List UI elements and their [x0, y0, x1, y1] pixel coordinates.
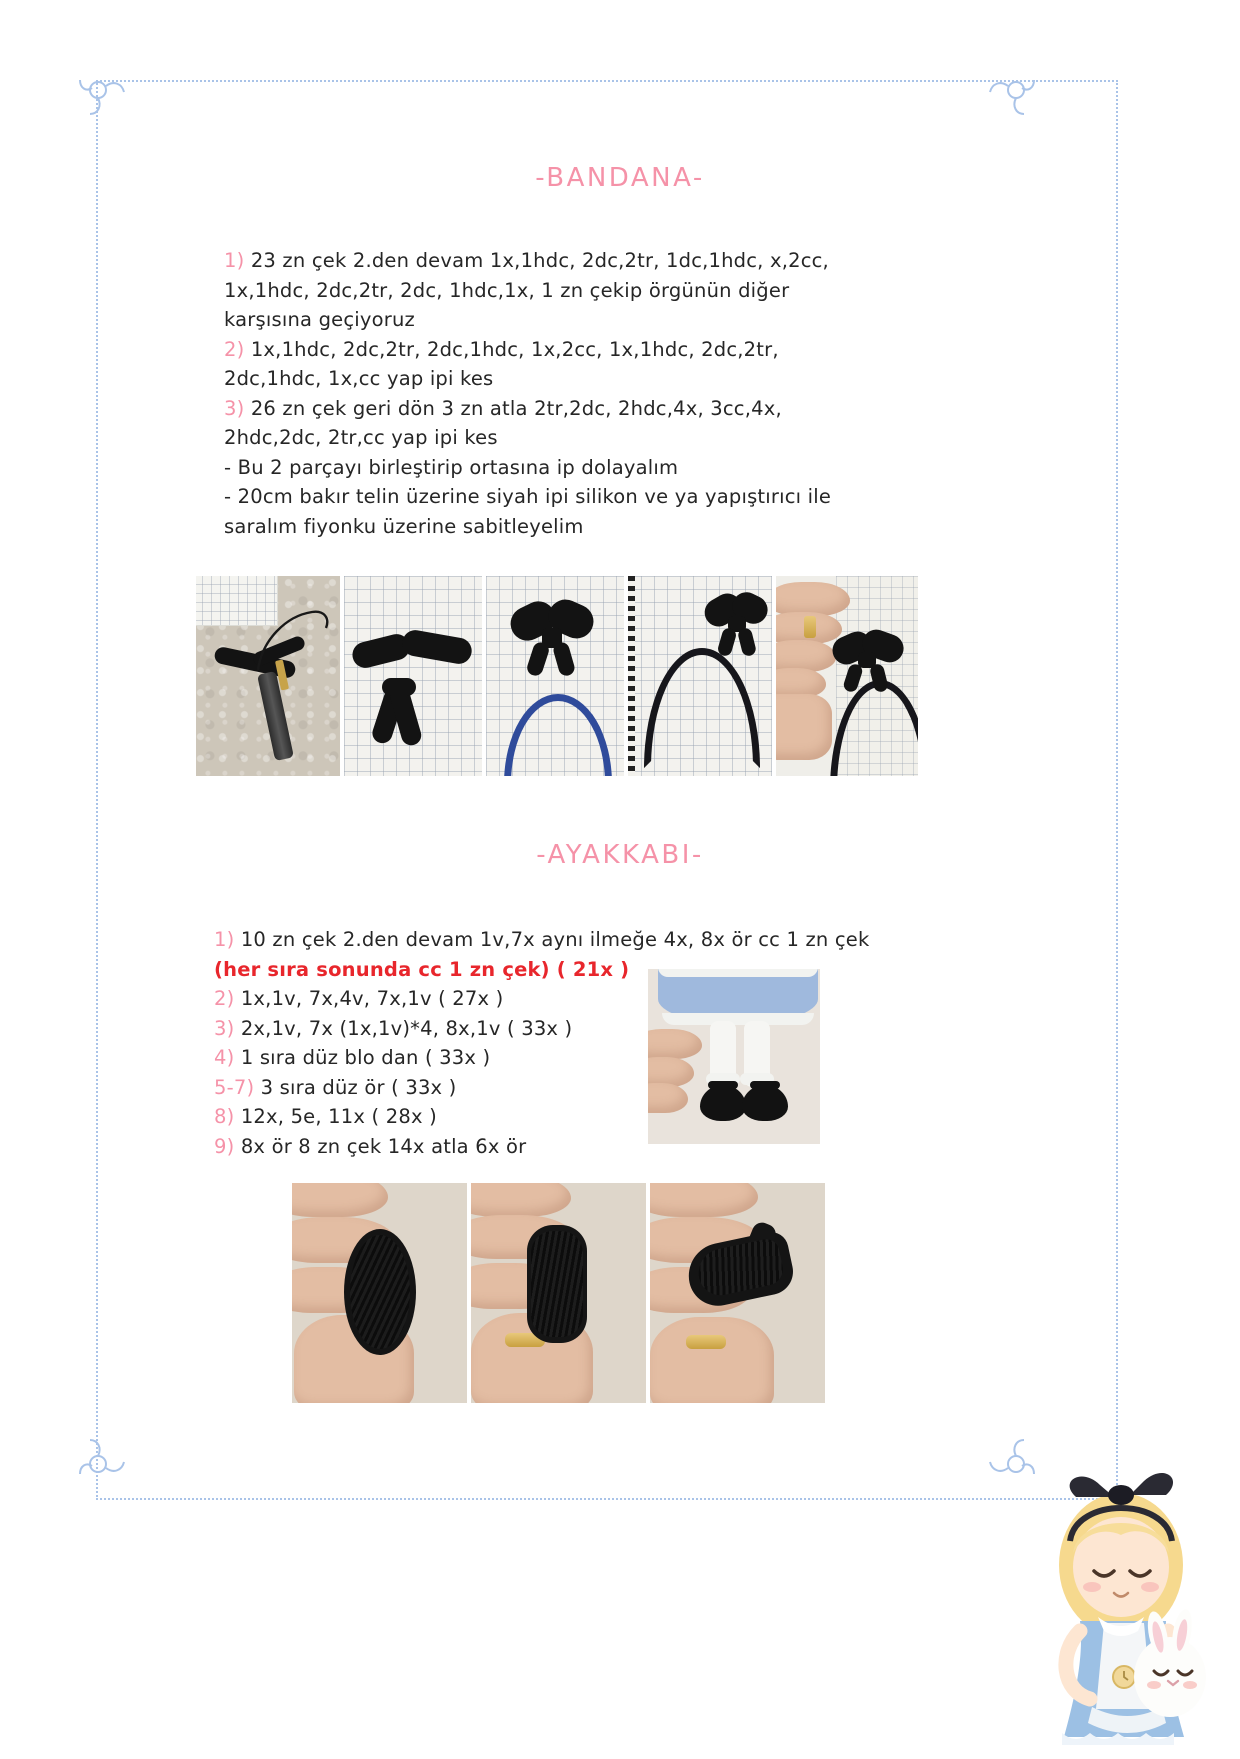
row-text: karşısına geçiyoruz: [224, 308, 415, 331]
photo-bandana-bow-on-headband: [628, 576, 772, 776]
row-text: saralım fiyonku üzerine sabitleyelim: [224, 514, 584, 538]
photo-shoe-sole: [292, 1183, 467, 1403]
row-text: 3 sıra düz ör ( 33x ): [254, 1075, 457, 1099]
row-number: 3): [224, 396, 245, 420]
row-text: 2dc,1hdc, 1x,cc yap ipi kes: [224, 367, 494, 390]
photo-bandana-bow-and-headband: [486, 576, 624, 776]
photo-shoe-body: [471, 1183, 646, 1403]
photo-bandana-hook-and-wire: [196, 576, 340, 776]
row-text: 23 zn çek 2.den devam 1x,1hdc, 2dc,2tr, 1dc,1hdc, x,2cc,: [244, 249, 829, 272]
row-text: 2x,1v, 7x (1x,1v)*4, 8x,1v ( 33x ): [234, 1016, 573, 1040]
bandana-instructions: [224, 246, 884, 541]
row-number: 1): [214, 928, 235, 951]
corner-flourish-icon: [984, 74, 1038, 120]
row-text: 2hdc,2dc, 2tr,cc yap ipi kes: [224, 426, 498, 449]
photo-bandana-two-pieces: [344, 576, 482, 776]
row-text: 12x, 5e, 11x ( 28x ): [234, 1105, 437, 1128]
row-number: 4): [214, 1046, 235, 1069]
row-text: - Bu 2 parçayı birleştirip ortasına ip dolayalım: [224, 455, 679, 479]
row-text: 1x,1hdc, 2dc,2tr, 2dc, 1hdc,1x, 1 zn çekip örgünün diğer: [224, 278, 790, 302]
alice-doll-illustration: [1018, 1445, 1228, 1755]
section-title-bandana: -BANDANA-: [535, 163, 705, 193]
row-text: - 20cm bakır telin üzerine siyah ipi silikon ve ya yapıştırıcı ile: [224, 485, 832, 508]
corner-flourish-icon: [76, 74, 130, 120]
row-number: 5-7): [214, 1075, 255, 1099]
row-number: 9): [214, 1134, 235, 1158]
row-text: 26 zn çek geri dön 3 zn atla 2tr,2dc, 2hdc,4x, 3cc,4x,: [244, 396, 782, 420]
row-text: 1x,1hdc, 2dc,2tr, 2dc,1hdc, 1x,2cc, 1x,1hdc, 2dc,2tr,: [244, 337, 779, 361]
row-text: 1x,1v, 7x,4v, 7x,1v ( 27x ): [234, 987, 504, 1010]
photo-bandana-held-in-hand: [776, 576, 918, 776]
row-number: 1): [224, 249, 245, 272]
row-text: 10 zn çek 2.den devam 1v,7x aynı ilmeğe 4x, 8x ör cc 1 zn çek: [234, 928, 870, 951]
row-text: 1 sıra düz blo dan ( 33x ): [234, 1046, 491, 1069]
corner-flourish-icon: [76, 1434, 130, 1480]
row-text: 8x ör 8 zn çek 14x atla 6x ör: [234, 1134, 527, 1158]
row-number: 2): [224, 337, 245, 361]
row-number: 2): [214, 987, 235, 1010]
row-number: 3): [214, 1016, 235, 1040]
row-number: 8): [214, 1105, 235, 1128]
photo-shoe-finished: [650, 1183, 825, 1403]
row-text-emphasis: (her sıra sonunda cc 1 zn çek) ( 21x ): [214, 957, 630, 981]
section-title-ayakkabi: -AYAKKABI-: [536, 840, 704, 870]
photo-doll-legs-with-shoes: [648, 969, 820, 1144]
